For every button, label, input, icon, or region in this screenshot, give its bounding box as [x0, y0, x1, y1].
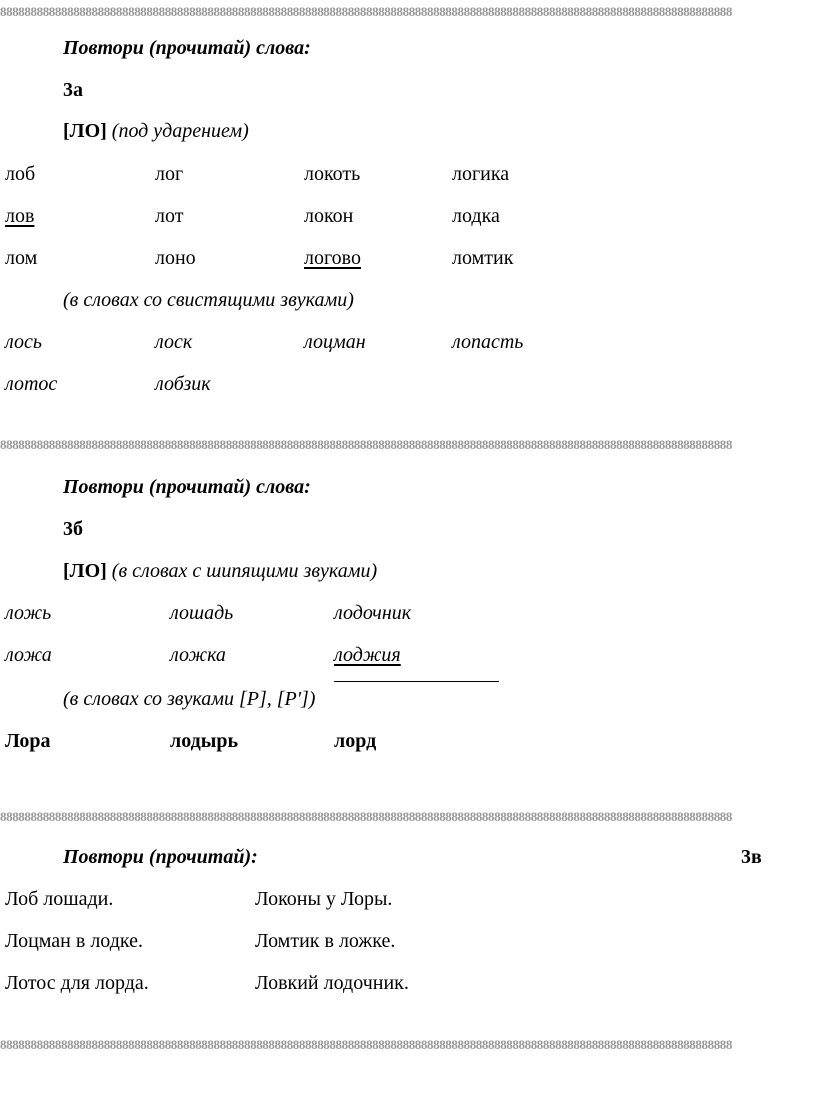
word: Лора	[5, 730, 51, 752]
section-title: Повтори (прочитай):	[63, 846, 258, 868]
word: лог	[155, 163, 184, 185]
section-number: 3а	[63, 79, 83, 101]
syllable-note	[63, 559, 377, 583]
word: лом	[5, 247, 38, 269]
section-title: Повтори (прочитай) слова:	[63, 37, 311, 59]
phrase: Лотос для лорда.	[5, 972, 149, 994]
word: лотос	[5, 373, 58, 395]
section-title: Повтори (прочитай) слова:	[63, 476, 311, 498]
word: лоб	[5, 163, 36, 185]
section-number: 3б	[63, 518, 83, 540]
word: логика	[452, 163, 510, 185]
note: (в словах со звуками [Р], [Р'])	[63, 688, 316, 710]
word: лоцман	[304, 331, 366, 353]
word-underlined: лов	[5, 205, 35, 227]
word: локоть	[304, 163, 361, 185]
word: лот	[155, 205, 184, 227]
word: лодырь	[170, 730, 239, 752]
word: лоно	[155, 247, 196, 269]
note: (в словах со свистящими звуками)	[63, 289, 354, 311]
decorative-border: 888888888888888888888888888888888888888888888888888888888888888888888888888888888888888888888888888888888888888888888888	[0, 5, 733, 19]
word: ложь	[5, 602, 52, 624]
syllable: [ЛО]	[63, 120, 107, 142]
syllable: [ЛО]	[63, 560, 107, 582]
phrase: Ломтик в ложке.	[255, 930, 396, 952]
word: лодка	[452, 205, 500, 227]
word: ложа	[5, 644, 52, 666]
word-underlined: лоджия	[334, 644, 401, 666]
word: лобзик	[155, 373, 211, 395]
word: лорд	[334, 730, 377, 752]
word: лошадь	[170, 602, 234, 624]
decorative-border: 888888888888888888888888888888888888888888888888888888888888888888888888888888888888888888888888888888888888888888888888	[0, 1038, 733, 1052]
word: лопасть	[452, 331, 524, 353]
phrase: Лоцман в лодке.	[5, 930, 143, 952]
word-underlined: логово	[304, 247, 361, 269]
note: (в словах с шипящими звуками)	[111, 560, 378, 582]
phrase: Локоны у Лоры.	[255, 888, 393, 910]
word: локон	[304, 205, 354, 227]
section-number: 3в	[741, 846, 762, 868]
underline-rule	[334, 681, 499, 682]
decorative-border: 888888888888888888888888888888888888888888888888888888888888888888888888888888888888888888888888888888888888888888888888	[0, 438, 733, 452]
phrase: Ловкий лодочник.	[255, 972, 409, 994]
syllable-note	[63, 119, 249, 143]
word: ломтик	[452, 247, 514, 269]
word: лось	[5, 331, 42, 353]
decorative-border: 888888888888888888888888888888888888888888888888888888888888888888888888888888888888888888888888888888888888888888888888	[0, 810, 733, 824]
word: лодочник	[334, 602, 412, 624]
word: лоск	[155, 331, 193, 353]
word: ложка	[170, 644, 226, 666]
note: (под ударением)	[111, 120, 249, 142]
phrase: Лоб лошади.	[5, 888, 114, 910]
